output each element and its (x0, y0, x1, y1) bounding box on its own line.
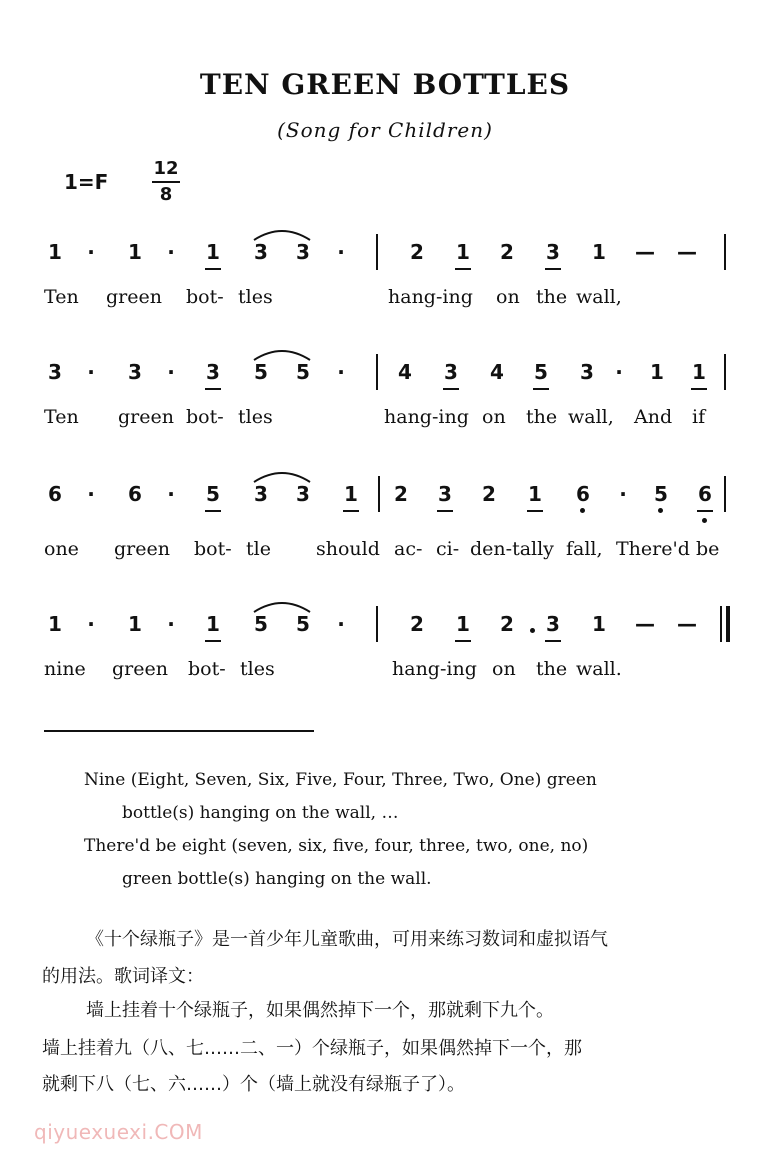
lyric: bot- (186, 286, 224, 308)
bar-line (376, 606, 378, 642)
lyric: tles (238, 406, 273, 428)
note: 2 (482, 482, 496, 506)
lyric: bot- (186, 406, 224, 428)
note-dot: · (87, 482, 95, 506)
meter-bottom: 8 (159, 184, 173, 205)
lyric: on (496, 286, 520, 308)
note-dot: · (337, 612, 345, 636)
bar-line (376, 354, 378, 390)
lyric: green (106, 286, 162, 308)
chinese-paragraph: 墙上挂着九（八、七……二、一）个绿瓶子，如果偶然掉下一个，那 (42, 1038, 582, 1059)
note: 1 (48, 240, 62, 264)
bar-line (724, 354, 726, 390)
note: 1 (48, 612, 62, 636)
underline (455, 268, 471, 270)
section-divider (44, 730, 314, 732)
underline (205, 268, 221, 270)
lyric: on (492, 658, 516, 680)
song-title: TEN GREEN BOTTLES (199, 68, 571, 101)
note: 2 (410, 612, 424, 636)
note: 6 (698, 482, 712, 506)
note: 2 (500, 240, 514, 264)
note: 3 (296, 240, 310, 264)
note: 6 (576, 482, 590, 506)
lyric: nine (44, 658, 86, 680)
chinese-paragraph: 《十个绿瓶子》是一首少年儿童歌曲，可用来练习数词和虚拟语气 (86, 929, 608, 950)
note: 2 (500, 612, 514, 636)
bar-line (724, 234, 726, 270)
note-dot: · (167, 612, 175, 636)
underline (545, 268, 561, 270)
lyric: hang-ing (384, 406, 469, 428)
lyric: And (634, 406, 673, 428)
dash: — (635, 612, 655, 636)
verse-line: green bottle(s) hanging on the wall. (122, 869, 432, 889)
note: 5 (296, 612, 310, 636)
note-dot: · (87, 612, 95, 636)
slur (252, 468, 312, 484)
lyric: green (118, 406, 174, 428)
low-octave-dot (702, 518, 707, 523)
lyric: tles (240, 658, 275, 680)
watermark: qiyuexuexi.COM (34, 1120, 203, 1144)
lyric: wall, (576, 286, 622, 308)
note: 1 (206, 612, 220, 636)
underline (343, 510, 359, 512)
note: 3 (580, 360, 594, 384)
note: 1 (692, 360, 706, 384)
meter-top: 12 (153, 158, 179, 179)
lyric: the (536, 658, 568, 680)
note: 1 (456, 612, 470, 636)
low-octave-dot (580, 508, 585, 513)
lyric: if (692, 406, 706, 428)
lyric: green (114, 538, 170, 560)
lyric: den-tally (470, 538, 554, 560)
note-dot: · (337, 360, 345, 384)
note: 1 (128, 240, 142, 264)
note: 3 (254, 240, 268, 264)
lyric: should (316, 538, 380, 560)
verse-line: There'd be eight (seven, six, five, four, three, two, one, no) (84, 836, 589, 856)
underline (533, 388, 549, 390)
lyric: Ten (44, 406, 79, 428)
chinese-paragraph: 就剩下八（七、六……）个（墙上就没有绿瓶子了）。 (42, 1074, 465, 1095)
chinese-paragraph: 的用法。歌词译文： (42, 966, 204, 987)
bar-line (376, 234, 378, 270)
underline (437, 510, 453, 512)
lyric: hang-ing (392, 658, 477, 680)
lyric: ac- (394, 538, 423, 560)
note-dot: · (615, 360, 623, 384)
song-subtitle: (Song for Children) (277, 118, 493, 142)
note: 3 (48, 360, 62, 384)
underline (455, 640, 471, 642)
underline (545, 640, 561, 642)
underline (691, 388, 707, 390)
underline (697, 510, 713, 512)
underline (527, 510, 543, 512)
dash: — (635, 240, 655, 264)
note-dot: · (619, 482, 627, 506)
underline (205, 388, 221, 390)
underline (205, 640, 221, 642)
lyric: Ten (44, 286, 79, 308)
final-bar-thin (720, 606, 722, 642)
underline (205, 510, 221, 512)
slur (252, 598, 312, 614)
note: 6 (128, 482, 142, 506)
lyric: bot- (188, 658, 226, 680)
lyric: bot- (194, 538, 232, 560)
lyric: green (112, 658, 168, 680)
note: 1 (592, 612, 606, 636)
lyric: the (526, 406, 558, 428)
note: 1 (528, 482, 542, 506)
lyric: wall. (576, 658, 622, 680)
note: 3 (546, 612, 560, 636)
note: 1 (128, 612, 142, 636)
note: 3 (444, 360, 458, 384)
low-octave-dot (530, 628, 535, 633)
lyric: tles (238, 286, 273, 308)
note-dot: · (167, 482, 175, 506)
note-dot: · (87, 240, 95, 264)
lyric: tle (246, 538, 271, 560)
slur (252, 226, 312, 242)
note: 3 (438, 482, 452, 506)
note: 3 (254, 482, 268, 506)
note: 1 (344, 482, 358, 506)
verse-line: bottle(s) hanging on the wall, … (122, 803, 399, 823)
dash: — (677, 240, 697, 264)
lyric: on (482, 406, 506, 428)
verse-line: Nine (Eight, Seven, Six, Five, Four, Three, Two, One) green (84, 770, 597, 790)
note: 4 (398, 360, 412, 384)
note: 1 (650, 360, 664, 384)
note: 3 (296, 482, 310, 506)
note-dot: · (167, 360, 175, 384)
note: 4 (490, 360, 504, 384)
note: 3 (206, 360, 220, 384)
slur (252, 346, 312, 362)
note: 5 (206, 482, 220, 506)
note-dot: · (87, 360, 95, 384)
lyric: ci- (436, 538, 460, 560)
note-dot: · (337, 240, 345, 264)
note: 5 (296, 360, 310, 384)
lyric: fall, (566, 538, 603, 560)
time-signature (152, 158, 180, 206)
note-dot: · (167, 240, 175, 264)
note: 5 (254, 612, 268, 636)
lyric: hang-ing (388, 286, 473, 308)
dash: — (677, 612, 697, 636)
note: 3 (128, 360, 142, 384)
lyric: be (696, 538, 720, 560)
bar-line (724, 476, 726, 512)
note: 6 (48, 482, 62, 506)
chinese-paragraph: 墙上挂着十个绿瓶子，如果偶然掉下一个，那就剩下九个。 (86, 1000, 554, 1021)
bar-line (378, 476, 380, 512)
lyric: wall, (568, 406, 614, 428)
note: 1 (592, 240, 606, 264)
key-signature: 1=F (64, 170, 109, 194)
low-octave-dot (658, 508, 663, 513)
meter-divider (152, 181, 180, 183)
note: 2 (410, 240, 424, 264)
note: 3 (546, 240, 560, 264)
underline (443, 388, 459, 390)
lyric: one (44, 538, 79, 560)
lyric: the (536, 286, 568, 308)
note: 5 (654, 482, 668, 506)
note: 1 (206, 240, 220, 264)
note: 5 (254, 360, 268, 384)
note: 5 (534, 360, 548, 384)
final-bar-thick (726, 606, 730, 642)
note: 1 (456, 240, 470, 264)
note: 2 (394, 482, 408, 506)
lyric: There'd (616, 538, 690, 560)
